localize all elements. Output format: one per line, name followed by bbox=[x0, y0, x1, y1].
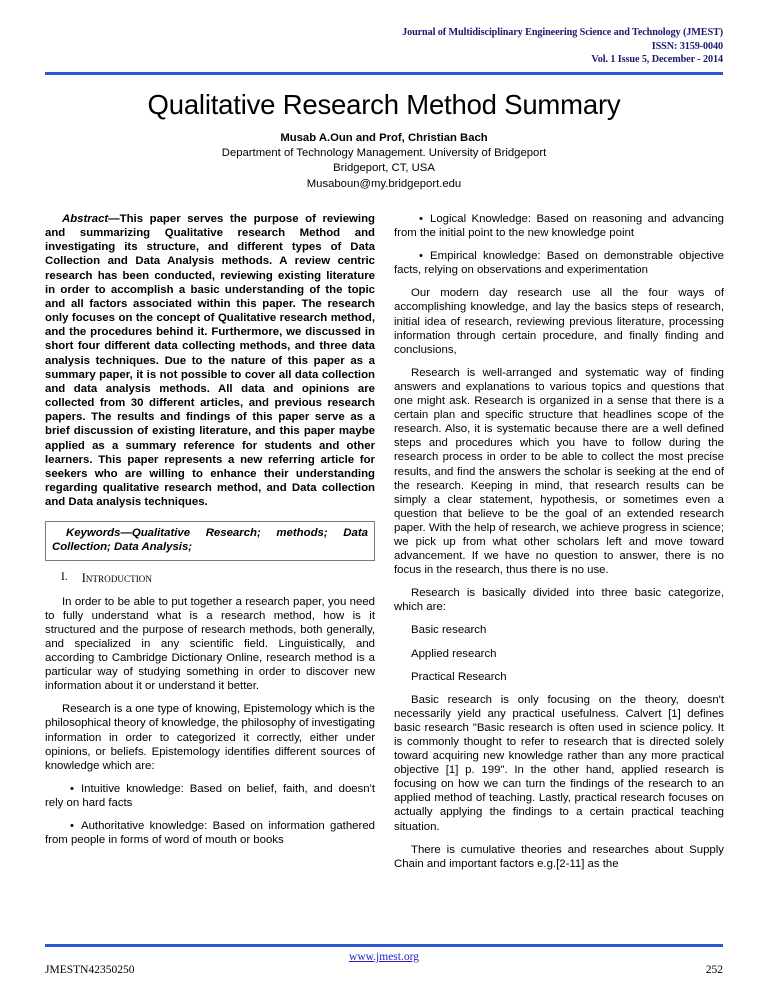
list-item: Practical Research bbox=[411, 670, 507, 683]
section-title: Introduction bbox=[81, 570, 153, 585]
list-item bbox=[394, 212, 724, 240]
page-title: Qualitative Research Method Summary bbox=[147, 88, 621, 120]
bullet-icon: • bbox=[70, 820, 74, 832]
author-location: Bridgeport, CT, USA bbox=[333, 162, 435, 174]
paragraph: Research is basically divided into three basic categorize, which are: bbox=[394, 587, 724, 614]
journal-name: Journal of Multidisciplinary Engineering Science and Technology (JMEST) bbox=[402, 27, 723, 38]
journal-website-link[interactable]: www.jmest.org bbox=[349, 951, 419, 963]
list-item-text: Intuitive knowledge: Based on belief, faith, and doesn't rely on hard facts bbox=[45, 782, 375, 809]
paragraph: Our modern day research use all the four ways of accomplishing knowledge, and lay the basics steps of research, initial idea of research, reviewing previous literature, processing information through certain procedure, and finally finding and conclusions, bbox=[394, 287, 724, 356]
abstract-text: This paper serves the purpose of reviewing and summarizing Qualitative research Method and investigating its structure, and different types of Data Collection and Data Analysis methods. A review centric research has been conducted, reviewing existing literature in order to accomplish a basic understanding of the topic and all factors associated within this paper. The research only focuses on the concept of Qualitative research method, and the procedures behind it. Furthermore, we discussed in short four different data collecting methods, and three data analysis techniques. Due to the nature of this paper as a summary paper, it is not possible to cover all data collection and data analysis methods. All data and opinions are collected from 30 different articles, and previous research papers. The results and findings of this paper serve as a brief discussion of existing literature, and this paper maybe applied as a summary reference for students and other learners. This paper represents a new referring article for seekers who are willing to enhance their understanding regarding qualitative research method, and Data collection and Data analysis techniques. bbox=[45, 213, 375, 509]
paragraph: Research is a one type of knowing, Epistemology which is the philosophical theory of knowledge, the philosophy of investigating information in order to categorized it correctly, either under opinions, or beliefs. Epistemology identifies different sources of knowledge which are: bbox=[45, 703, 375, 772]
author-names: Musab A.Oun and Prof, Christian Bach bbox=[280, 131, 488, 144]
list-item-text: Logical Knowledge: Based on reasoning and advancing from the initial point to the new knowledge point bbox=[394, 213, 724, 240]
header-divider-rule bbox=[45, 72, 723, 75]
right-column bbox=[394, 212, 724, 880]
author-affiliation: Department of Technology Management. University of Bridgeport bbox=[221, 146, 547, 159]
page-footer bbox=[45, 939, 723, 976]
keywords-text: Keywords—Qualitative Research; methods; Data Collection; Data Analysis; bbox=[52, 527, 368, 554]
paragraph: There is cumulative theories and researches about Supply Chain and important factors e.g.[2-11] as the bbox=[394, 843, 724, 870]
list-item bbox=[45, 782, 375, 810]
journal-issn: ISSN: 3159-0040 bbox=[651, 40, 723, 52]
page-number: 252 bbox=[705, 964, 723, 976]
document-id: JMESTN42350250 bbox=[45, 964, 135, 976]
list-item-text: Empirical knowledge: Based on demonstrable objective facts, relying on observations and experimentation bbox=[394, 250, 724, 277]
bullet-icon: • bbox=[70, 782, 74, 795]
paragraph: In order to be able to put together a research paper, you need to fully understand what is a research method, how is it structured and the purpose of research methods, both generally, and specialized in any scientific field. Linguistically, and according to Cambridge Dictionary Online, research method is a particular way of studying something in order to discover new information about it or understand it better. bbox=[45, 595, 375, 693]
list-item: Basic research bbox=[411, 624, 487, 637]
journal-header bbox=[45, 0, 723, 67]
footer-row bbox=[45, 964, 723, 976]
abstract-label: Abstract— bbox=[62, 213, 120, 225]
journal-volume-issue: Vol. 1 Issue 5, December - 2014 bbox=[591, 54, 723, 65]
author-email: Musaboun@my.bridgeport.edu bbox=[306, 177, 462, 190]
section-heading-introduction bbox=[45, 571, 375, 586]
list-item bbox=[394, 249, 724, 277]
paragraph: Basic research is only focusing on the theory, doesn't necessarily yield any practical usefulness. Calvert [1] defines basic research "Basic research is often used in science policy. It is commonly thought to refer to research that is directed solely toward acquiring new knowledge rather than any more practical objective [1] p. 199". In the other hand, applied research is focusing on how we can turn the findings of the research to an applied method of teaching. Lastly, practical research focuses on actually applying the findings to a certain practical teaching situation. bbox=[394, 693, 724, 833]
keywords-box bbox=[45, 521, 375, 560]
abstract-paragraph bbox=[45, 212, 375, 509]
section-number: I. bbox=[61, 570, 68, 583]
bullet-icon: • bbox=[419, 250, 423, 263]
body-columns bbox=[45, 212, 723, 880]
footer-divider-rule bbox=[45, 944, 723, 947]
list-item bbox=[45, 819, 375, 847]
bullet-icon: • bbox=[419, 213, 423, 225]
list-item: Applied research bbox=[411, 647, 497, 660]
left-column bbox=[45, 212, 375, 880]
list-item-text: Authoritative knowledge: Based on information gathered from people in forms of word of mouth or books bbox=[45, 820, 375, 847]
paragraph: Research is well-arranged and systematic way of finding answers and explanations to various topics and questions that one might ask. Research is organized in a sense that there is a certain plan and specific structure that headlines scope of the research. Also, it is systematic because there are a well defined steps and procedures which you have to follow during the research process in order to be able to collect the most precise results, and find the answers the scholar is seeking at the end of the research. Keeping in mind, that research results can be simply a clear statement, hypothesis, or sometimes even a question that believe to be the goal of an extended research paper. With the help of research, we achieve progress in science; we pick up from what other scholars left and move toward advancement. If we have no question to answer, there is no focus in the research, thus there is no use. bbox=[394, 366, 724, 577]
